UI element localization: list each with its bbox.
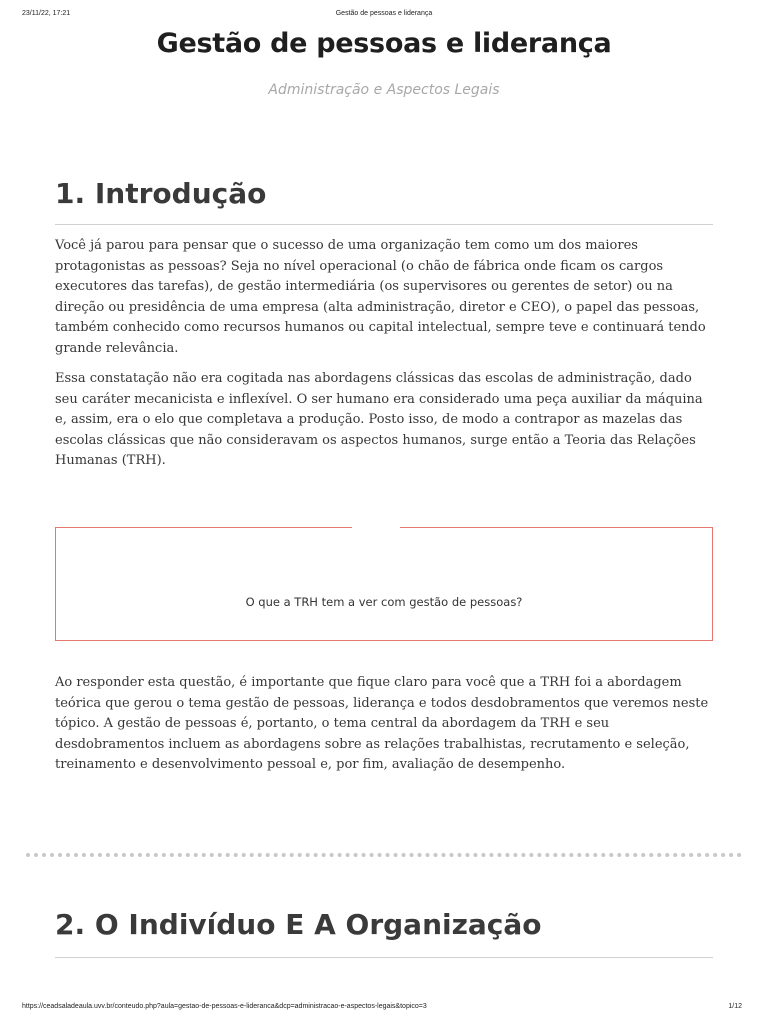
- page-subtitle: Administração e Aspectos Legais: [268, 82, 500, 98]
- section-heading-introducao: 1. Introdução: [55, 177, 267, 210]
- callout-question: O que a TRH tem a ver com gestão de pessoas?: [245, 595, 523, 609]
- paragraph: Ao responder esta questão, é importante que fique claro para você que a TRH foi a abordagem teórica que gerou o tema gestão de pessoas, liderança e todos desdobramentos que veremos neste tópico. A gestão de pessoas é, portanto, o tema central da abordagem da TRH e seu desdobramentos incluem as abordagens sobre as relações trabalhistas, recrutamento e seleção, treinamento e desenvolvimento pessoal e, por fim, avaliação de desempenho.: [55, 675, 709, 773]
- print-page-number: 1/12: [728, 1003, 742, 1010]
- question-callout: [55, 527, 713, 641]
- callout-border-gap: [352, 526, 400, 530]
- print-doc-title: Gestão de pessoas e liderança: [335, 10, 433, 17]
- page-title: Gestão de pessoas e liderança: [156, 28, 612, 59]
- print-datetime: 23/11/22, 17:21: [22, 10, 71, 17]
- heading-divider: [55, 224, 713, 225]
- paragraph: Essa constatação não era cogitada nas abordagens clássicas das escolas de administração, dado seu caráter mecanicista e inflexível. O ser humano era considerado uma peça auxiliar da máquina e, assim, era o elo que completava a produção. Posto isso, de modo a contrapor as mazelas das escolas clássicas que não consideravam os aspectos humanos, surge então a Teoria das Relações Humanas (TRH).: [55, 371, 703, 469]
- paragraph: Você já parou para pensar que o sucesso de uma organização tem como um dos maiores protagonistas as pessoas? Seja no nível operacional (o chão de fábrica onde ficam os cargos executores das tarefas), de gestão intermediária (os supervisores ou gerentes de setor) ou na direção ou presidência de uma empresa (alta administração, diretor e CEO), o papel das pessoas, também conhecido como recursos humanos ou capital intelectual, sempre teve e continuará tendo grande relevância.: [55, 238, 706, 356]
- section-separator: [26, 853, 742, 857]
- section-heading-individuo-organizacao: 2. O Indivíduo E A Organização: [55, 908, 542, 941]
- heading-divider: [55, 957, 713, 958]
- print-url: https://ceadsaladeaula.uvv.br/conteudo.php?aula=gestao-de-pessoas-e-lideranca&dcp=administracao-e-aspectos-legais&topico=3: [22, 1003, 427, 1010]
